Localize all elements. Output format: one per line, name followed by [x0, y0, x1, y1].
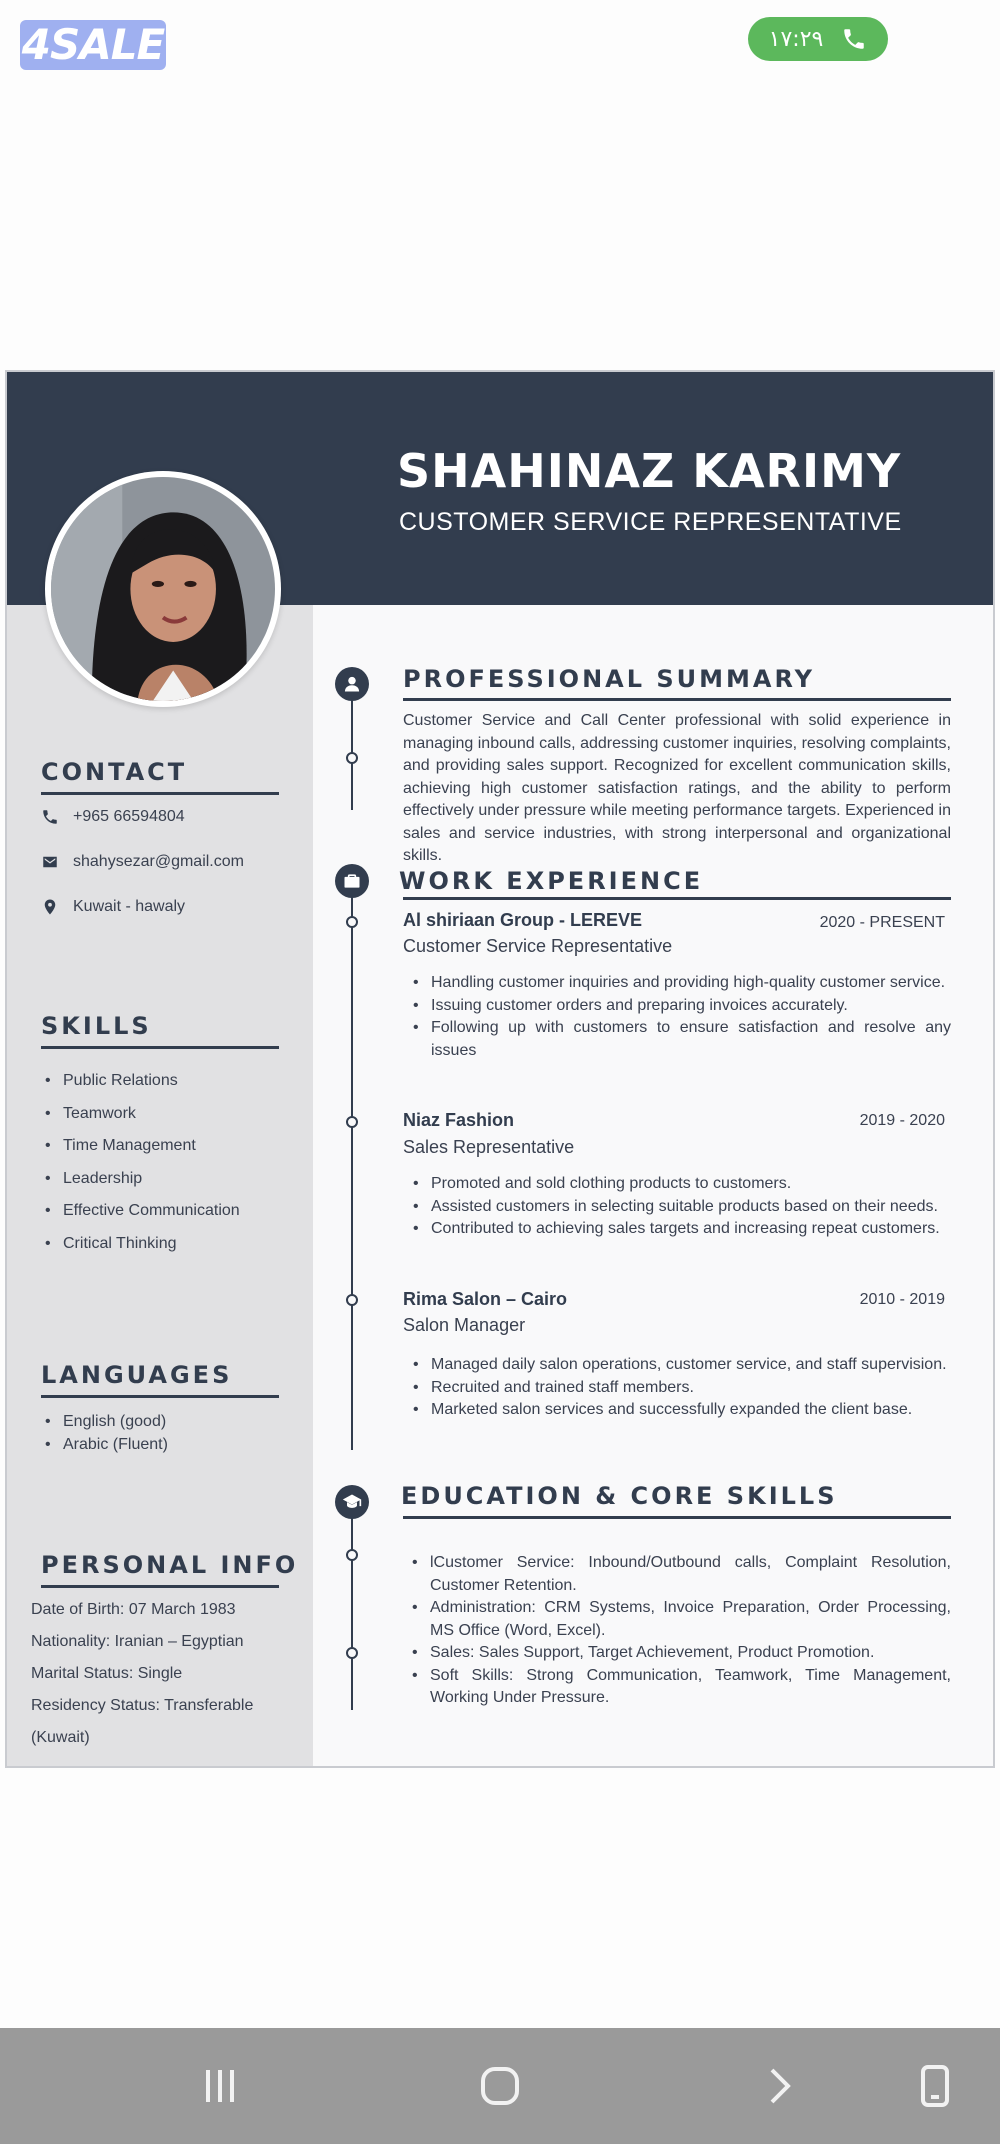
- list-item: • lCustomer Service: Inbound/Outbound calls, Complaint Resolution, Customer Retention.: [430, 1552, 951, 1597]
- experience-heading: WORK EXPERIENCE: [399, 867, 704, 895]
- list-item: • Critical Thinking: [45, 1228, 240, 1261]
- list-item: • Teamwork: [45, 1098, 240, 1131]
- personal-info-heading: PERSONAL INFO: [41, 1551, 299, 1579]
- summary-text: Customer Service and Call Center professional with solid experience in managing inbound calls, addressing customer inquiries, resolving complaints, and providing sales support. Recognized for excellent communication skills, achieving high customer satisfaction ratings, and the ability to perform effectively under pressure while meeting performance targets. Experienced in sales and service industries, with strong interpersonal and organizational skills.: [403, 712, 951, 864]
- resume-main: [313, 605, 995, 1768]
- list-item: • Administration: CRM Systems, Invoice Preparation, Order Processing, MS Office (Word, Excel).: [430, 1597, 951, 1642]
- timeline-dot: [346, 752, 358, 764]
- back-icon[interactable]: [750, 2058, 810, 2114]
- personal-residency: Residency Status: Transferable: [31, 1697, 254, 1714]
- profile-photo-image: [51, 477, 275, 701]
- resume-sidebar: [7, 605, 313, 1768]
- skills-divider: [41, 1046, 279, 1049]
- list-item: • Handling customer inquiries and providing high-quality customer service.: [431, 972, 951, 995]
- list-item: • Managed daily salon operations, customer service, and staff supervision.: [431, 1354, 951, 1377]
- job-dates: 2010 - 2019: [859, 1291, 945, 1308]
- timeline-line: [351, 690, 353, 810]
- list-item: • Recruited and trained staff members.: [431, 1377, 951, 1400]
- call-time: ١٧:٢٩: [768, 26, 824, 52]
- job-bullets: [431, 1354, 951, 1422]
- list-item: • Sales: Sales Support, Target Achievement, Product Promotion.: [430, 1642, 951, 1665]
- call-button[interactable]: [748, 17, 888, 61]
- list-item: • Promoted and sold clothing products to customers.: [431, 1173, 951, 1196]
- resume-image[interactable]: [5, 370, 995, 1768]
- list-item: • English (good): [45, 1411, 168, 1434]
- contact-phone: [41, 808, 185, 826]
- list-item: • Issuing customer orders and preparing invoices accurately.: [431, 995, 951, 1018]
- personal-dob: Date of Birth: 07 March 1983: [31, 1601, 236, 1618]
- skills-heading: SKILLS: [41, 1012, 152, 1040]
- job-title: Sales Representative: [403, 1137, 575, 1157]
- phone-icon: [841, 26, 867, 52]
- list-item: • Soft Skills: Strong Communication, Teamwork, Time Management, Working Under Pressure.: [430, 1665, 951, 1710]
- education-heading: EDUCATION & CORE SKILLS: [401, 1482, 838, 1510]
- languages-heading: LANGUAGES: [41, 1361, 233, 1389]
- education-bullets: [430, 1552, 951, 1710]
- user-icon: [335, 667, 369, 701]
- job-title: Salon Manager: [403, 1315, 526, 1335]
- recent-apps-icon[interactable]: [190, 2058, 250, 2114]
- list-item: • Arabic (Fluent): [45, 1434, 168, 1457]
- personal-info-divider: [41, 1585, 279, 1588]
- list-item: • Following up with customers to ensure satisfaction and resolve any issues: [431, 1017, 951, 1062]
- languages-list: [45, 1411, 168, 1456]
- envelope-icon: [41, 853, 59, 871]
- list-item: • Public Relations: [45, 1065, 240, 1098]
- skills-list: [45, 1065, 240, 1260]
- job-org: Niaz Fashion: [403, 1110, 515, 1130]
- phone-icon: [41, 808, 59, 826]
- briefcase-icon: [335, 864, 369, 898]
- personal-marital: Marital Status: Single: [31, 1665, 183, 1682]
- contact-email-text: shahysezar@gmail.com: [73, 853, 244, 870]
- profile-photo: [45, 471, 281, 707]
- navigation-bar: [0, 2028, 1000, 2144]
- personal-residency-cont: (Kuwait): [31, 1729, 90, 1746]
- graduation-cap-icon: [335, 1485, 369, 1519]
- list-item: • Contributed to achieving sales targets and increasing repeat customers.: [431, 1218, 951, 1241]
- list-item: • Time Management: [45, 1130, 240, 1163]
- job-org: Rima Salon – Cairo: [403, 1289, 568, 1309]
- summary-heading: PROFESSIONAL SUMMARY: [403, 665, 816, 693]
- app-logo[interactable]: 4SALE: [21, 20, 165, 69]
- timeline-line: [351, 890, 353, 1450]
- list-item: • Effective Communication: [45, 1195, 240, 1228]
- job-title: Customer Service Representative: [403, 936, 673, 956]
- job-bullets: [431, 972, 951, 1062]
- contact-email: [41, 853, 244, 871]
- contact-heading: CONTACT: [41, 758, 188, 786]
- timeline-dot: [346, 1294, 358, 1306]
- contact-phone-text: +965 66594804: [73, 808, 185, 825]
- list-item: • Assisted customers in selecting suitable products based on their needs.: [431, 1196, 951, 1219]
- rotate-screen-icon[interactable]: [905, 2058, 965, 2114]
- list-item: • Marketed salon services and successfully expanded the client base.: [431, 1399, 951, 1422]
- resume-role: CUSTOMER SERVICE REPRESENTATIVE: [399, 508, 902, 536]
- timeline-dot: [346, 1116, 358, 1128]
- education-divider: [403, 1516, 951, 1519]
- contact-location: [41, 898, 185, 916]
- job-org: Al shiriaan Group - LEREVE: [403, 910, 643, 930]
- personal-nationality: Nationality: Iranian – Egyptian: [31, 1633, 244, 1650]
- languages-divider: [41, 1395, 279, 1398]
- experience-divider: [403, 897, 951, 900]
- timeline-dot: [346, 1549, 358, 1561]
- summary-divider: [403, 698, 951, 701]
- home-icon[interactable]: [470, 2058, 530, 2114]
- timeline-line: [351, 1510, 353, 1710]
- timeline-dot: [346, 916, 358, 928]
- resume-name: SHAHINAZ KARIMY: [397, 444, 902, 498]
- job-dates: 2020 - PRESENT: [819, 914, 945, 931]
- contact-divider: [41, 792, 279, 795]
- job-bullets: [431, 1173, 951, 1241]
- location-pin-icon: [41, 898, 59, 916]
- job-dates: 2019 - 2020: [859, 1112, 945, 1129]
- contact-location-text: Kuwait - hawaly: [73, 898, 186, 915]
- list-item: • Leadership: [45, 1163, 240, 1196]
- timeline-dot: [346, 1647, 358, 1659]
